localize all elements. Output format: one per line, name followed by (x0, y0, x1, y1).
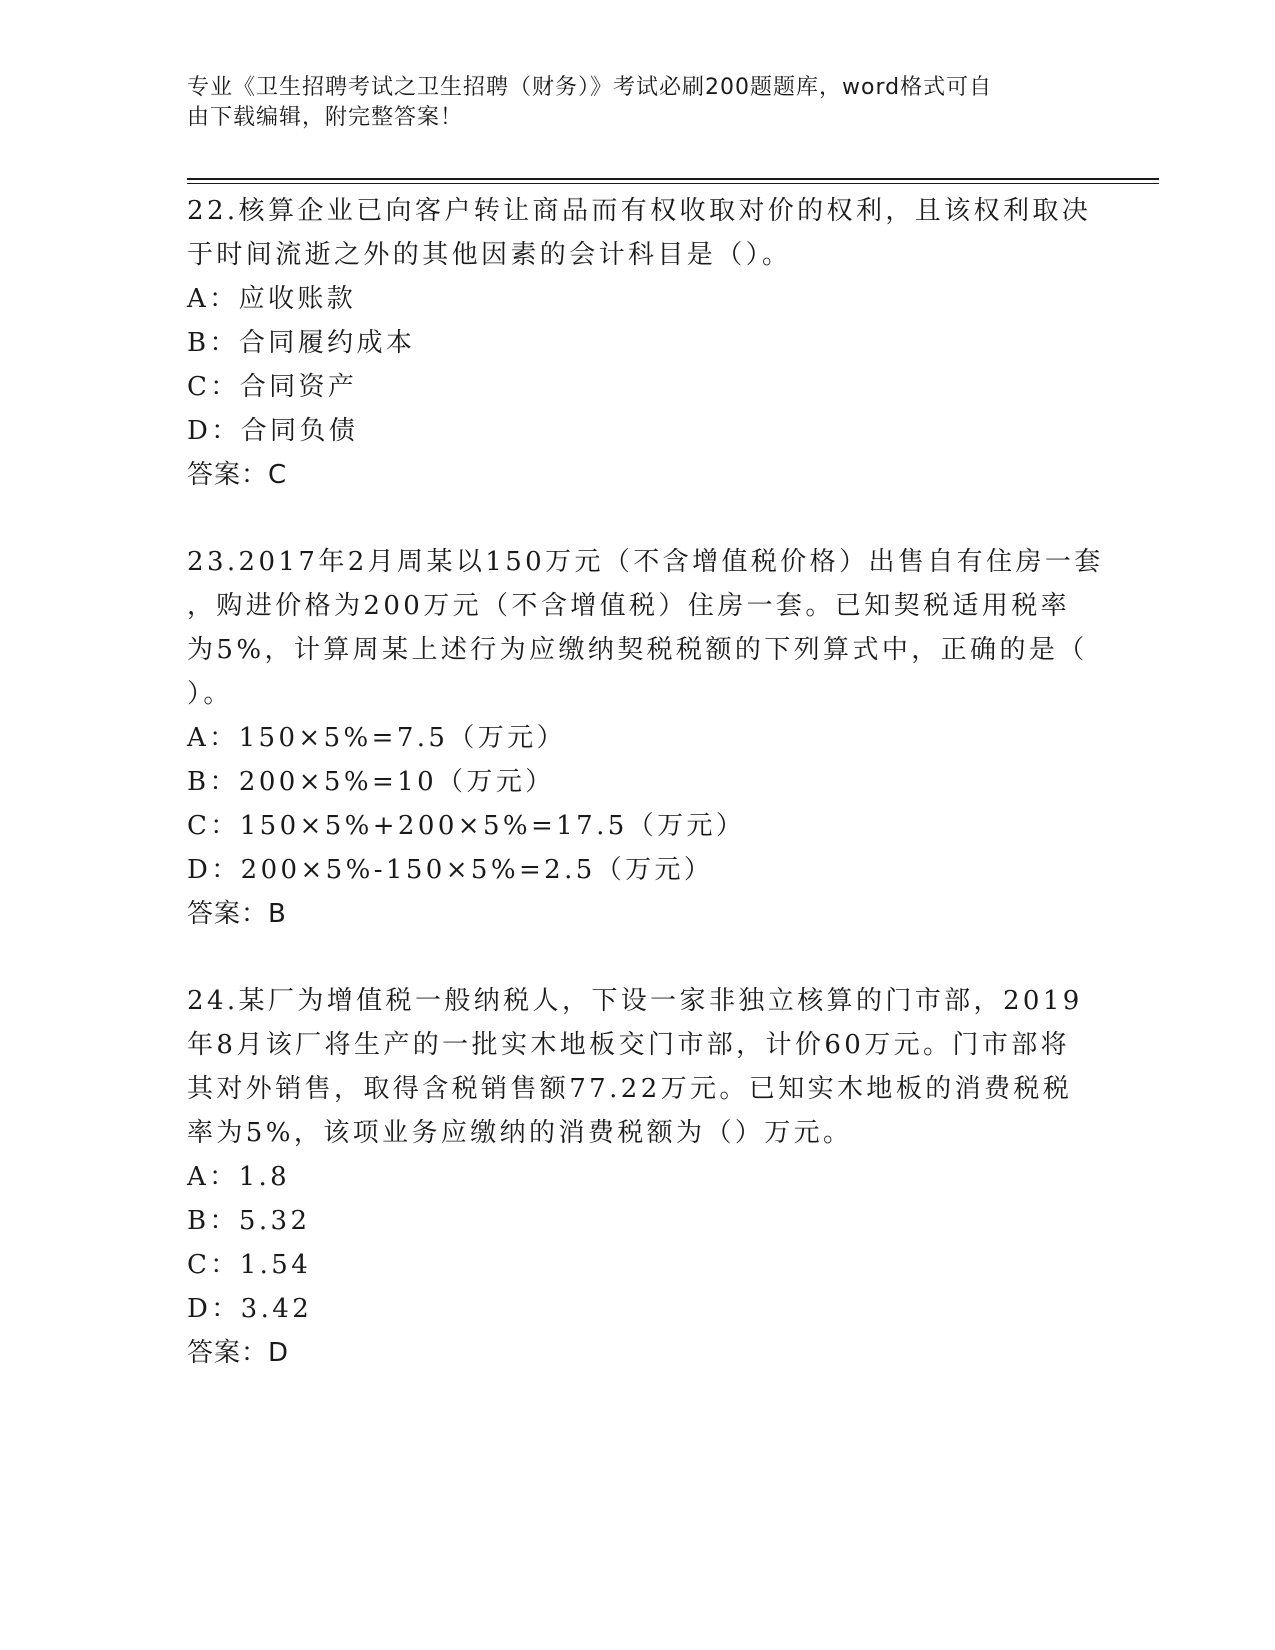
question-22-option-d: D：合同负债 (187, 416, 359, 446)
question-24-answer: 答案：D (187, 1338, 290, 1368)
question-24-text-line-4: 率为5%，该项业务应缴纳的消费税额为（）万元。 (187, 1118, 853, 1148)
question-24-text-line-2: 年8月该厂将生产的一批实木地板交门市部，计价60万元。门市部将 (187, 1030, 1071, 1060)
question-24-text-line-1: 24.某厂为增值税一般纳税人，下设一家非独立核算的门市部，2019 (187, 986, 1083, 1016)
question-24-option-a: A：1.8 (187, 1162, 291, 1192)
question-22-text-line-2: 于时间流逝之外的其他因素的会计科目是（）。 (187, 240, 792, 270)
question-24-text-line-3: 其对外销售，取得含税销售额77.22万元。已知实木地板的消费税税 (187, 1074, 1073, 1104)
question-22-text-line-1: 22.核算企业已向客户转让商品而有权收取对价的权利，且该权利取决 (187, 196, 1092, 226)
header-text-line-2: 由下载编辑，附完整答案！ (187, 105, 464, 130)
question-23-option-b: B：200×5%=10（万元） (187, 767, 555, 797)
question-22-answer: 答案：C (187, 460, 288, 490)
question-24-option-b: B：5.32 (187, 1206, 311, 1236)
question-23-text-line-1: 23.2017年2月周某以150万元（不含增值税价格）出售自有住房一套 (187, 547, 1104, 577)
header-divider-thin (187, 183, 1159, 184)
question-22-option-c: C：合同资产 (187, 372, 358, 402)
question-23-option-c: C：150×5%+200×5%=17.5（万元） (187, 811, 746, 841)
question-24-option-c: C：1.54 (187, 1250, 312, 1280)
question-23-text-line-2: ，购进价格为200万元（不含增值税）住房一套。已知契税适用税率 (187, 591, 1071, 621)
question-23-option-a: A：150×5%=7.5（万元） (187, 723, 566, 753)
header-divider-thick (187, 178, 1159, 180)
question-23-answer: 答案：B (187, 899, 287, 929)
header-text-line-1: 专业《卫生招聘考试之卫生招聘（财务）》考试必刷200题题库，word格式可自 (187, 75, 993, 100)
question-23-text-line-3: 为5%，计算周某上述行为应缴纳契税税额的下列算式中，正确的是（ (187, 635, 1088, 665)
question-22-option-a: A：应收账款 (187, 284, 357, 314)
question-23-text-line-4: ）。 (187, 679, 233, 709)
question-24-option-d: D：3.42 (187, 1294, 313, 1324)
question-22-option-b: B：合同履约成本 (187, 328, 416, 358)
question-23-option-d: D：200×5%-150×5%=2.5（万元） (187, 855, 714, 885)
